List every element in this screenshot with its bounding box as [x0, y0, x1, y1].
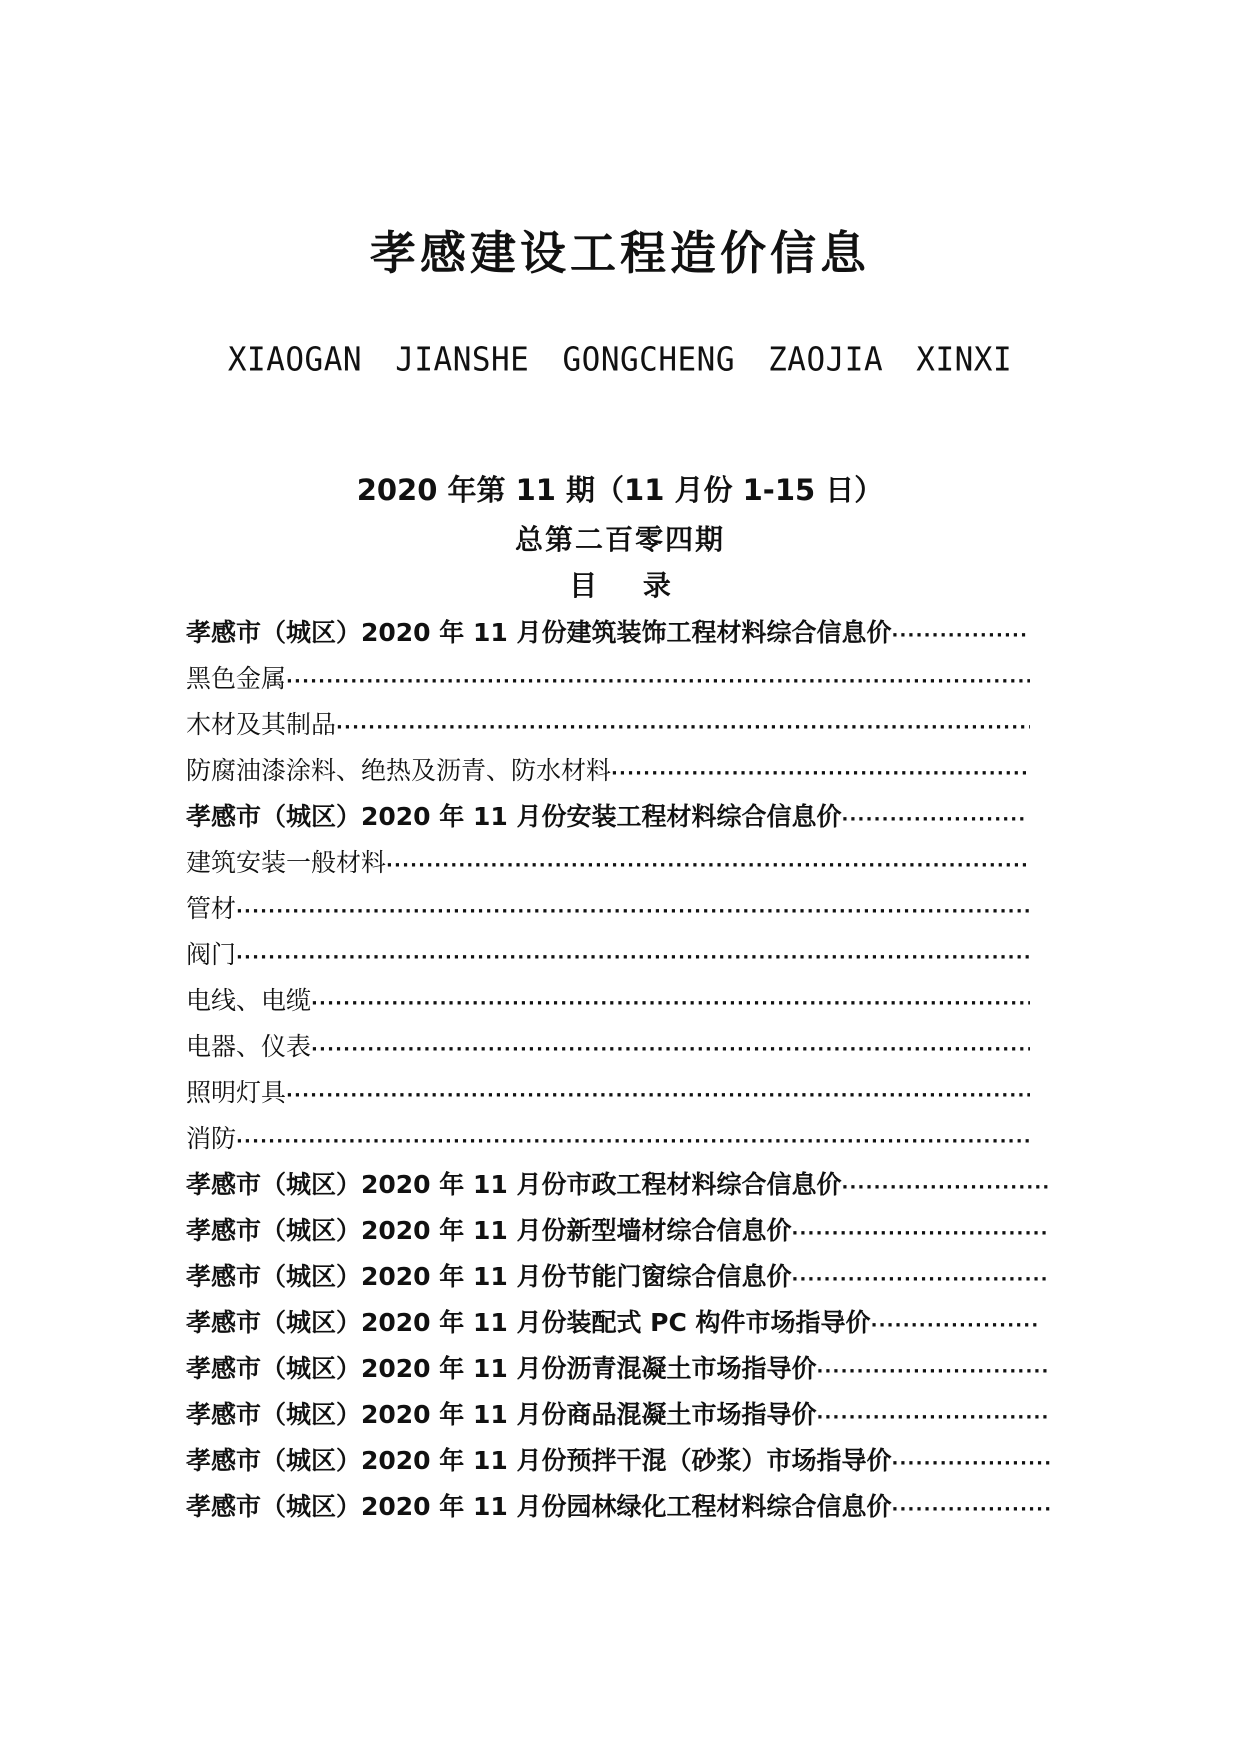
- toc-entry-label: 黑色金属: [186, 664, 287, 693]
- toc-subsection-entry: [186, 840, 1066, 886]
- toc-entry-label: 孝感市（城区）2020 年 11 月份建筑装饰工程材料综合信息价: [186, 618, 892, 647]
- toc-section-entry: [186, 1208, 1066, 1254]
- dot-leader: [286, 659, 1030, 702]
- total-issue-number: 总第二百零四期: [514, 523, 725, 556]
- toc-subsection-entry: [186, 1070, 1066, 1116]
- toc-entry-label: 孝感市（城区）2020 年 11 月份预拌干混（砂浆）市场指导价: [186, 1446, 892, 1475]
- dot-leader: [871, 1303, 1040, 1346]
- toc-subsection-entry: [186, 932, 1066, 978]
- page-subtitle-english: XIAOGAN JIANSHE GONGCHENG ZAOJIA XINXI: [227, 341, 1013, 379]
- dot-leader: [891, 613, 1027, 656]
- toc-section-entry: [186, 1254, 1066, 1300]
- toc-entry-label: 孝感市（城区）2020 年 11 月份安装工程材料综合信息价: [186, 802, 842, 831]
- dot-leader: [386, 843, 1030, 886]
- dot-leader: [816, 1395, 1050, 1438]
- toc-entry-label: 电器、仪表: [186, 1032, 312, 1061]
- toc-entry-label: 防腐油漆涂料、绝热及沥青、防水材料: [186, 756, 612, 785]
- toc-heading: 目 录: [569, 569, 689, 602]
- toc-section-entry: [186, 610, 1066, 656]
- dot-leader: [891, 1441, 1050, 1484]
- dot-leader: [311, 1027, 1030, 1070]
- dot-leader: [236, 935, 1030, 978]
- toc-section-entry: [186, 1162, 1066, 1208]
- toc-entry-label: 孝感市（城区）2020 年 11 月份新型墙材综合信息价: [186, 1216, 792, 1245]
- dot-leader: [841, 797, 1027, 840]
- toc-subsection-entry: [186, 1116, 1066, 1162]
- toc-subsection-entry: [186, 1024, 1066, 1070]
- toc-section-entry: [186, 1438, 1066, 1484]
- toc-entry-label: 孝感市（城区）2020 年 11 月份商品混凝土市场指导价: [186, 1400, 817, 1429]
- toc-entry-label: 木材及其制品: [186, 710, 337, 739]
- dot-leader: [611, 751, 1030, 794]
- toc-subsection-entry: [186, 748, 1066, 794]
- dot-leader: [286, 1073, 1030, 1116]
- toc-section-entry: [186, 1346, 1066, 1392]
- toc-section-entry: [186, 1392, 1066, 1438]
- dot-leader: [791, 1211, 1050, 1254]
- dot-leader: [236, 889, 1030, 932]
- toc-entry-label: 电线、电缆: [186, 986, 312, 1015]
- toc-section-entry: [186, 1300, 1066, 1346]
- toc-subsection-entry: [186, 656, 1066, 702]
- toc-entry-label: 孝感市（城区）2020 年 11 月份沥青混凝土市场指导价: [186, 1354, 817, 1383]
- dot-leader: [841, 1165, 1050, 1208]
- toc-section-entry: [186, 1484, 1066, 1530]
- table-of-contents: [186, 610, 1066, 1530]
- toc-entry-label: 管材: [186, 894, 237, 923]
- toc-section-entry: [186, 794, 1066, 840]
- toc-entry-label: 孝感市（城区）2020 年 11 月份节能门窗综合信息价: [186, 1262, 792, 1291]
- dot-leader: [816, 1349, 1050, 1392]
- toc-entry-label: 孝感市（城区）2020 年 11 月份园林绿化工程材料综合信息价: [186, 1492, 892, 1521]
- dot-leader: [311, 981, 1030, 1024]
- toc-subsection-entry: [186, 978, 1066, 1024]
- toc-subsection-entry: [186, 702, 1066, 748]
- toc-entry-label: 建筑安装一般材料: [186, 848, 387, 877]
- toc-entry-label: 阀门: [186, 940, 237, 969]
- toc-entry-label: 孝感市（城区）2020 年 11 月份装配式 PC 构件市场指导价: [186, 1308, 871, 1337]
- dot-leader: [891, 1487, 1050, 1530]
- dot-leader: [336, 705, 1030, 748]
- toc-entry-label: 照明灯具: [186, 1078, 287, 1107]
- toc-subsection-entry: [186, 886, 1066, 932]
- dot-leader: [236, 1119, 1030, 1162]
- page-title: 孝感建设工程造价信息: [370, 225, 870, 280]
- toc-entry-label: 孝感市（城区）2020 年 11 月份市政工程材料综合信息价: [186, 1170, 842, 1199]
- issue-number: 2020 年第 11 期（11 月份 1-15 日）: [356, 473, 884, 507]
- dot-leader: [791, 1257, 1050, 1300]
- toc-entry-label: 消防: [186, 1124, 237, 1153]
